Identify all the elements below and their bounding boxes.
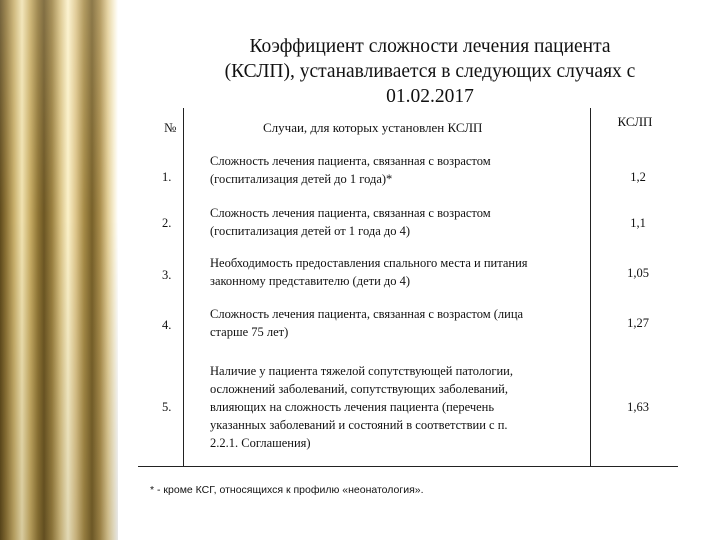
row-4-case-line-2: старше 75 лет)	[210, 325, 289, 339]
row-2-case-line-1: Сложность лечения пациента, связанная с возрастом	[210, 206, 491, 220]
table-divider-right	[590, 108, 591, 466]
row-3-number: 3.	[162, 268, 172, 282]
row-1-case-line-2: (госпитализация детей до 1 года)*	[210, 172, 393, 186]
header-number: №	[164, 120, 177, 135]
row-4-case-line-1: Сложность лечения пациента, связанная с возрастом (лица	[210, 307, 524, 321]
row-1-case-line-1: Сложность лечения пациента, связанная с возрастом	[210, 154, 491, 168]
decorative-column-shading	[0, 0, 118, 540]
row-2-case	[210, 204, 580, 240]
title-line-2: (КСЛП), устанавливается в следующих случаях с	[224, 61, 636, 82]
header-case: Случаи, для которых установлен КСЛП	[263, 120, 483, 135]
row-5-case-line-4: указанных заболеваний и состояний в соответствии с п.	[210, 418, 508, 432]
row-2-case-line-2: (госпитализация детей от 1 года до 4)	[210, 224, 411, 238]
row-3-value: 1,05	[627, 266, 649, 280]
table-bottom-border	[138, 466, 678, 467]
row-5-case	[210, 362, 580, 452]
footnote: * - кроме КСГ, относящихся к профилю «неонатология».	[150, 484, 424, 496]
row-5-case-line-2: осложнений заболеваний, сопутствующих заболеваний,	[210, 382, 508, 396]
row-3-case	[210, 254, 580, 290]
slide-title	[195, 34, 665, 109]
title-line-1: Коэффициент сложности лечения пациента	[249, 36, 611, 57]
row-2-number: 2.	[162, 216, 172, 230]
row-3-case-line-2: законному представителю (дети до 4)	[210, 274, 411, 288]
row-1-case	[210, 152, 580, 188]
row-1-number: 1.	[162, 170, 172, 184]
kslp-table	[138, 108, 678, 466]
header-kslp: КСЛП	[617, 114, 653, 129]
row-5-case-line-5: 2.2.1. Соглашения)	[210, 436, 311, 450]
row-5-case-line-3: влияющих на сложность лечения пациента (перечень	[210, 400, 495, 414]
row-4-value: 1,27	[627, 316, 649, 330]
row-5-case-line-1: Наличие у пациента тяжелой сопутствующей патологии,	[210, 364, 513, 378]
row-4-case	[210, 305, 580, 341]
row-3-case-line-1: Необходимость предоставления спального места и питания	[210, 256, 528, 270]
row-5-number: 5.	[162, 400, 172, 414]
row-5-value: 1,63	[627, 400, 649, 414]
title-line-3: 01.02.2017	[386, 86, 474, 107]
row-1-value: 1,2	[630, 170, 646, 184]
row-4-number: 4.	[162, 318, 172, 332]
row-2-value: 1,1	[630, 216, 646, 230]
